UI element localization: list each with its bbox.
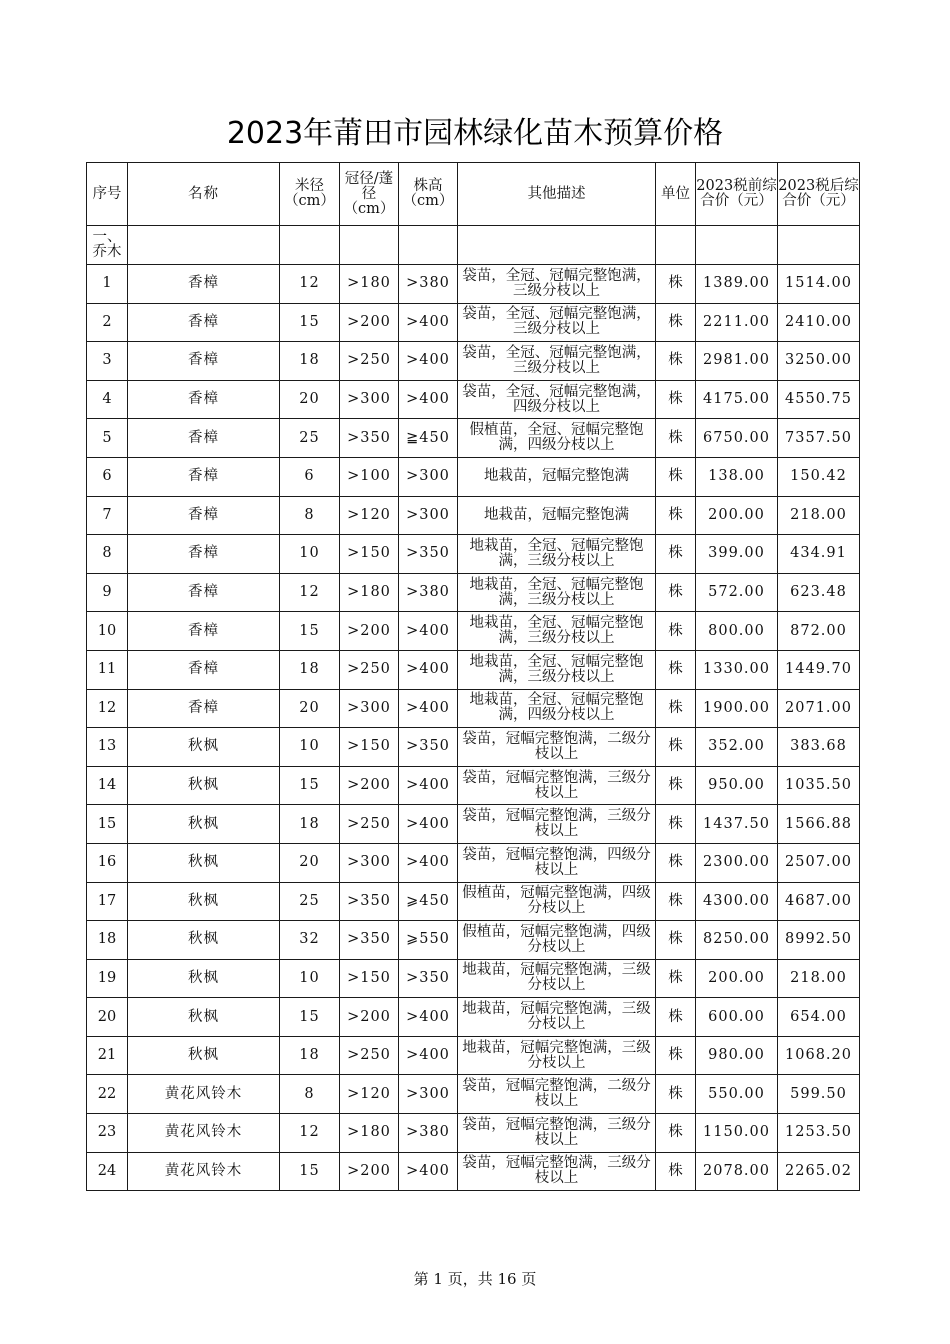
table-row <box>87 1152 860 1191</box>
cell-name: 黄花风铃木 <box>128 1075 280 1114</box>
cell-price-post-tax: 623.48 <box>778 573 860 612</box>
page-title: 2023年莆田市园林绿化苗木预算价格 <box>226 116 724 151</box>
cell-height: >400 <box>399 689 458 728</box>
cell-height: >400 <box>399 766 458 805</box>
cell-index: 3 <box>87 342 128 381</box>
cell-unit: 株 <box>656 612 696 651</box>
cell-unit: 株 <box>656 303 696 342</box>
cell-index: 12 <box>87 689 128 728</box>
cell-price-pre-tax: 600.00 <box>696 998 778 1037</box>
cell-price-post-tax: 3250.00 <box>778 342 860 381</box>
cell-description: 地栽苗，冠幅完整饱满 <box>458 457 656 496</box>
cell-height: >400 <box>399 1036 458 1075</box>
cell-index: 8 <box>87 535 128 574</box>
cell-description: 袋苗，冠幅完整饱满，二级分枝以上 <box>458 728 656 767</box>
header-height: 株高（cm） <box>399 163 458 226</box>
category-row <box>87 226 860 265</box>
cell-description: 地栽苗，全冠、冠幅完整饱满，三级分枝以上 <box>458 650 656 689</box>
header-crown: 冠径/蓬径（cm） <box>340 163 399 226</box>
table-row <box>87 921 860 960</box>
header-name: 名称 <box>128 163 280 226</box>
cell-name: 香樟 <box>128 419 280 458</box>
cell-unit: 株 <box>656 1114 696 1153</box>
cell-height: >400 <box>399 805 458 844</box>
cell-diameter: 20 <box>280 689 340 728</box>
cell-price-post-tax: 7357.50 <box>778 419 860 458</box>
cell-unit: 株 <box>656 1036 696 1075</box>
cell-height: >350 <box>399 535 458 574</box>
cell-unit: 株 <box>656 380 696 419</box>
cell-price-pre-tax: 1900.00 <box>696 689 778 728</box>
cell-unit: 株 <box>656 882 696 921</box>
cell-description: 袋苗，冠幅完整饱满，三级分枝以上 <box>458 766 656 805</box>
cell-crown: >180 <box>340 573 399 612</box>
cell-price-post-tax: 599.50 <box>778 1075 860 1114</box>
cell-height: >400 <box>399 998 458 1037</box>
cell-name: 秋枫 <box>128 959 280 998</box>
cell-price-pre-tax: 2981.00 <box>696 342 778 381</box>
cell-crown: >120 <box>340 1075 399 1114</box>
cell-crown: >250 <box>340 342 399 381</box>
cell-description: 袋苗，全冠、冠幅完整饱满，三级分枝以上 <box>458 342 656 381</box>
cell-crown: >180 <box>340 1114 399 1153</box>
cell-height: >380 <box>399 265 458 304</box>
cell-crown: >150 <box>340 535 399 574</box>
page-footer: 第 1 页，共 16 页 <box>413 1270 537 1288</box>
cell-diameter: 12 <box>280 573 340 612</box>
cell-crown: >200 <box>340 612 399 651</box>
cell-description: 地栽苗，全冠、冠幅完整饱满，三级分枝以上 <box>458 612 656 651</box>
cell-height: ≧450 <box>399 419 458 458</box>
cell-name: 秋枫 <box>128 805 280 844</box>
cell-diameter: 20 <box>280 380 340 419</box>
cell-description: 假植苗，冠幅完整饱满，四级分枝以上 <box>458 921 656 960</box>
cell-unit: 株 <box>656 998 696 1037</box>
table-row <box>87 535 860 574</box>
cell-crown: >180 <box>340 265 399 304</box>
table-row <box>87 1114 860 1153</box>
cell-diameter: 12 <box>280 1114 340 1153</box>
cell-price-post-tax: 150.42 <box>778 457 860 496</box>
cell-unit: 株 <box>656 921 696 960</box>
empty-cell <box>280 226 340 265</box>
cell-name: 黄花风铃木 <box>128 1114 280 1153</box>
header-description: 其他描述 <box>458 163 656 226</box>
cell-crown: >250 <box>340 650 399 689</box>
cell-height: >350 <box>399 728 458 767</box>
cell-price-pre-tax: 550.00 <box>696 1075 778 1114</box>
cell-price-post-tax: 872.00 <box>778 612 860 651</box>
cell-index: 15 <box>87 805 128 844</box>
cell-name: 香樟 <box>128 573 280 612</box>
cell-name: 香樟 <box>128 650 280 689</box>
cell-name: 香樟 <box>128 496 280 535</box>
cell-unit: 株 <box>656 419 696 458</box>
cell-diameter: 18 <box>280 1036 340 1075</box>
cell-index: 2 <box>87 303 128 342</box>
cell-crown: >150 <box>340 728 399 767</box>
cell-index: 23 <box>87 1114 128 1153</box>
cell-description: 地栽苗，全冠、冠幅完整饱满，三级分枝以上 <box>458 573 656 612</box>
table-row <box>87 805 860 844</box>
cell-crown: >300 <box>340 380 399 419</box>
cell-price-post-tax: 1514.00 <box>778 265 860 304</box>
table-header-row <box>87 163 860 226</box>
cell-unit: 株 <box>656 457 696 496</box>
cell-index: 6 <box>87 457 128 496</box>
cell-unit: 株 <box>656 650 696 689</box>
cell-price-post-tax: 383.68 <box>778 728 860 767</box>
cell-price-post-tax: 218.00 <box>778 496 860 535</box>
cell-description: 袋苗，全冠、冠幅完整饱满，三级分枝以上 <box>458 265 656 304</box>
cell-price-post-tax: 218.00 <box>778 959 860 998</box>
cell-diameter: 8 <box>280 496 340 535</box>
cell-crown: >120 <box>340 496 399 535</box>
empty-cell <box>778 226 860 265</box>
cell-crown: >150 <box>340 959 399 998</box>
cell-height: >380 <box>399 1114 458 1153</box>
cell-name: 香樟 <box>128 303 280 342</box>
cell-price-pre-tax: 399.00 <box>696 535 778 574</box>
cell-price-pre-tax: 200.00 <box>696 959 778 998</box>
cell-name: 香樟 <box>128 689 280 728</box>
cell-price-post-tax: 1566.88 <box>778 805 860 844</box>
cell-diameter: 8 <box>280 1075 340 1114</box>
cell-name: 秋枫 <box>128 882 280 921</box>
cell-index: 22 <box>87 1075 128 1114</box>
cell-diameter: 25 <box>280 419 340 458</box>
table-row <box>87 342 860 381</box>
cell-index: 5 <box>87 419 128 458</box>
cell-unit: 株 <box>656 805 696 844</box>
cell-description: 袋苗，全冠、冠幅完整饱满，四级分枝以上 <box>458 380 656 419</box>
cell-height: >400 <box>399 303 458 342</box>
empty-cell <box>340 226 399 265</box>
cell-name: 秋枫 <box>128 998 280 1037</box>
cell-unit: 株 <box>656 843 696 882</box>
cell-price-pre-tax: 950.00 <box>696 766 778 805</box>
cell-price-post-tax: 434.91 <box>778 535 860 574</box>
cell-unit: 株 <box>656 342 696 381</box>
cell-height: ⩾550 <box>399 921 458 960</box>
cell-index: 21 <box>87 1036 128 1075</box>
cell-crown: >250 <box>340 1036 399 1075</box>
cell-crown: >200 <box>340 766 399 805</box>
cell-diameter: 18 <box>280 342 340 381</box>
cell-index: 7 <box>87 496 128 535</box>
cell-diameter: 12 <box>280 265 340 304</box>
cell-description: 地栽苗，冠幅完整饱满 <box>458 496 656 535</box>
cell-description: 假植苗，全冠、冠幅完整饱满，四级分枝以上 <box>458 419 656 458</box>
cell-price-post-tax: 1449.70 <box>778 650 860 689</box>
cell-index: 17 <box>87 882 128 921</box>
cell-unit: 株 <box>656 959 696 998</box>
cell-price-pre-tax: 138.00 <box>696 457 778 496</box>
cell-height: >380 <box>399 573 458 612</box>
cell-diameter: 18 <box>280 805 340 844</box>
empty-cell <box>128 226 280 265</box>
cell-crown: >300 <box>340 689 399 728</box>
cell-height: >300 <box>399 1075 458 1114</box>
cell-unit: 株 <box>656 1152 696 1191</box>
cell-diameter: 25 <box>280 882 340 921</box>
cell-price-pre-tax: 572.00 <box>696 573 778 612</box>
table-row <box>87 380 860 419</box>
cell-crown: >200 <box>340 1152 399 1191</box>
cell-description: 袋苗，冠幅完整饱满，二级分枝以上 <box>458 1075 656 1114</box>
cell-unit: 株 <box>656 728 696 767</box>
cell-height: >400 <box>399 380 458 419</box>
cell-height: ⩾450 <box>399 882 458 921</box>
table-row <box>87 496 860 535</box>
empty-cell <box>458 226 656 265</box>
table-row <box>87 689 860 728</box>
cell-height: >400 <box>399 342 458 381</box>
cell-diameter: 15 <box>280 1152 340 1191</box>
cell-diameter: 10 <box>280 959 340 998</box>
cell-diameter: 32 <box>280 921 340 960</box>
cell-crown: >100 <box>340 457 399 496</box>
table-row <box>87 457 860 496</box>
cell-index: 13 <box>87 728 128 767</box>
table-row <box>87 843 860 882</box>
cell-description: 袋苗，冠幅完整饱满，四级分枝以上 <box>458 843 656 882</box>
cell-price-post-tax: 8992.50 <box>778 921 860 960</box>
cell-name: 秋枫 <box>128 1036 280 1075</box>
cell-height: >300 <box>399 457 458 496</box>
cell-name: 香樟 <box>128 265 280 304</box>
table-row <box>87 766 860 805</box>
table-row <box>87 1036 860 1075</box>
cell-price-post-tax: 2410.00 <box>778 303 860 342</box>
table-row <box>87 959 860 998</box>
cell-height: >400 <box>399 1152 458 1191</box>
cell-description: 地栽苗，冠幅完整饱满，三级分枝以上 <box>458 959 656 998</box>
cell-height: >400 <box>399 843 458 882</box>
empty-cell <box>399 226 458 265</box>
cell-price-pre-tax: 800.00 <box>696 612 778 651</box>
cell-price-post-tax: 4550.75 <box>778 380 860 419</box>
cell-price-post-tax: 1035.50 <box>778 766 860 805</box>
cell-diameter: 10 <box>280 728 340 767</box>
cell-index: 16 <box>87 843 128 882</box>
cell-name: 秋枫 <box>128 843 280 882</box>
table-row <box>87 419 860 458</box>
cell-name: 香樟 <box>128 457 280 496</box>
cell-unit: 株 <box>656 496 696 535</box>
cell-diameter: 15 <box>280 612 340 651</box>
cell-price-pre-tax: 352.00 <box>696 728 778 767</box>
cell-name: 黄花风铃木 <box>128 1152 280 1191</box>
cell-crown: >350 <box>340 419 399 458</box>
cell-unit: 株 <box>656 1075 696 1114</box>
cell-description: 袋苗，全冠、冠幅完整饱满，三级分枝以上 <box>458 303 656 342</box>
table-row <box>87 728 860 767</box>
cell-description: 地栽苗，冠幅完整饱满，三级分枝以上 <box>458 998 656 1037</box>
cell-index: 14 <box>87 766 128 805</box>
cell-price-pre-tax: 1389.00 <box>696 265 778 304</box>
table-row <box>87 573 860 612</box>
cell-index: 10 <box>87 612 128 651</box>
cell-diameter: 6 <box>280 457 340 496</box>
cell-diameter: 20 <box>280 843 340 882</box>
empty-cell <box>656 226 696 265</box>
cell-price-pre-tax: 980.00 <box>696 1036 778 1075</box>
cell-height: >300 <box>399 496 458 535</box>
cell-diameter: 15 <box>280 303 340 342</box>
cell-description: 袋苗，冠幅完整饱满，三级分枝以上 <box>458 1152 656 1191</box>
cell-index: 18 <box>87 921 128 960</box>
cell-price-pre-tax: 2211.00 <box>696 303 778 342</box>
cell-description: 地栽苗，冠幅完整饱满，三级分枝以上 <box>458 1036 656 1075</box>
cell-unit: 株 <box>656 265 696 304</box>
cell-name: 香樟 <box>128 535 280 574</box>
cell-index: 19 <box>87 959 128 998</box>
cell-index: 11 <box>87 650 128 689</box>
header-index: 序号 <box>87 163 128 226</box>
cell-index: 9 <box>87 573 128 612</box>
cell-name: 香樟 <box>128 380 280 419</box>
cell-crown: >300 <box>340 843 399 882</box>
table-row <box>87 882 860 921</box>
cell-price-post-tax: 4687.00 <box>778 882 860 921</box>
cell-crown: >350 <box>340 921 399 960</box>
cell-crown: >200 <box>340 303 399 342</box>
table-row <box>87 265 860 304</box>
empty-cell <box>696 226 778 265</box>
cell-height: >400 <box>399 650 458 689</box>
cell-name: 秋枫 <box>128 728 280 767</box>
cell-name: 香樟 <box>128 612 280 651</box>
cell-price-post-tax: 654.00 <box>778 998 860 1037</box>
cell-price-post-tax: 1253.50 <box>778 1114 860 1153</box>
cell-index: 24 <box>87 1152 128 1191</box>
cell-description: 袋苗，冠幅完整饱满，三级分枝以上 <box>458 805 656 844</box>
table-row <box>87 650 860 689</box>
cell-price-post-tax: 2265.02 <box>778 1152 860 1191</box>
category-label: 一、乔木 <box>87 226 128 265</box>
cell-price-post-tax: 2507.00 <box>778 843 860 882</box>
cell-price-pre-tax: 8250.00 <box>696 921 778 960</box>
cell-height: >400 <box>399 612 458 651</box>
header-price-pre-tax: 2023税前综合价（元） <box>696 163 778 226</box>
table-row <box>87 998 860 1037</box>
cell-diameter: 15 <box>280 766 340 805</box>
cell-crown: >350 <box>340 882 399 921</box>
cell-index: 20 <box>87 998 128 1037</box>
cell-name: 秋枫 <box>128 921 280 960</box>
cell-price-pre-tax: 200.00 <box>696 496 778 535</box>
cell-unit: 株 <box>656 689 696 728</box>
cell-description: 袋苗，冠幅完整饱满，三级分枝以上 <box>458 1114 656 1153</box>
table-row <box>87 612 860 651</box>
header-unit: 单位 <box>656 163 696 226</box>
header-diameter: 米径（cm） <box>280 163 340 226</box>
cell-description: 地栽苗，全冠、冠幅完整饱满，三级分枝以上 <box>458 535 656 574</box>
cell-price-pre-tax: 2078.00 <box>696 1152 778 1191</box>
cell-price-pre-tax: 4175.00 <box>696 380 778 419</box>
cell-diameter: 18 <box>280 650 340 689</box>
cell-unit: 株 <box>656 766 696 805</box>
cell-price-pre-tax: 1330.00 <box>696 650 778 689</box>
cell-index: 4 <box>87 380 128 419</box>
cell-unit: 株 <box>656 535 696 574</box>
table-row <box>87 1075 860 1114</box>
cell-diameter: 10 <box>280 535 340 574</box>
cell-index: 1 <box>87 265 128 304</box>
cell-price-post-tax: 1068.20 <box>778 1036 860 1075</box>
cell-price-pre-tax: 4300.00 <box>696 882 778 921</box>
cell-price-pre-tax: 1437.50 <box>696 805 778 844</box>
cell-price-pre-tax: 6750.00 <box>696 419 778 458</box>
cell-description: 地栽苗，全冠、冠幅完整饱满，四级分枝以上 <box>458 689 656 728</box>
cell-price-post-tax: 2071.00 <box>778 689 860 728</box>
cell-crown: >200 <box>340 998 399 1037</box>
cell-name: 秋枫 <box>128 766 280 805</box>
cell-description: 假植苗，冠幅完整饱满，四级分枝以上 <box>458 882 656 921</box>
cell-crown: >250 <box>340 805 399 844</box>
cell-name: 香樟 <box>128 342 280 381</box>
price-table <box>86 162 860 1191</box>
cell-height: >350 <box>399 959 458 998</box>
cell-unit: 株 <box>656 573 696 612</box>
cell-price-pre-tax: 1150.00 <box>696 1114 778 1153</box>
table-row <box>87 303 860 342</box>
cell-price-pre-tax: 2300.00 <box>696 843 778 882</box>
cell-diameter: 15 <box>280 998 340 1037</box>
header-price-post-tax: 2023税后综合价（元） <box>778 163 860 226</box>
